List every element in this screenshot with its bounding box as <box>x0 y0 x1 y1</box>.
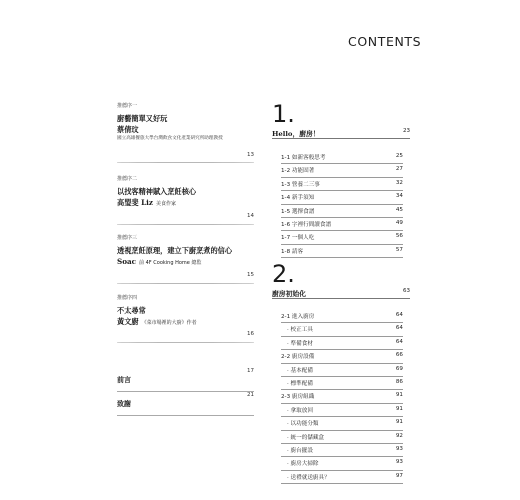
section-page: 56 <box>395 233 403 240</box>
section-label: ‧ 標準配備 <box>287 380 313 387</box>
toc-row[interactable] <box>281 404 403 417</box>
toc-row[interactable] <box>281 231 403 244</box>
toc-row[interactable] <box>281 191 403 204</box>
foreword-tag: 推薦序一 <box>117 103 138 109</box>
chapter-number: 1. <box>272 100 295 128</box>
section-label: 2-2 廚房設備 <box>281 354 315 361</box>
section-page: 32 <box>395 179 403 186</box>
entry-label: 致謝 <box>117 399 131 408</box>
divider <box>117 224 254 225</box>
foreword-page: 15 <box>247 272 254 278</box>
toc-row[interactable] <box>281 350 403 363</box>
acknowledgements-entry[interactable] <box>117 391 254 416</box>
foreword-page: 16 <box>247 331 254 337</box>
section-label: ‧ 廚房大掃除 <box>287 461 319 468</box>
foreword-title: 以找客精神賦入烹飪核心 <box>117 187 197 196</box>
section-page: 45 <box>395 206 403 213</box>
foreword-tag: 推薦序二 <box>117 176 138 182</box>
section-label: ‧ 校正工具 <box>287 327 313 334</box>
section-label: 1-2 功能固著 <box>281 168 315 175</box>
section-label: 1-7 一個人吃 <box>281 235 315 242</box>
foreword-3[interactable] <box>117 235 254 278</box>
section-label: 1-3 營養二三事 <box>281 181 320 188</box>
divider <box>117 342 254 343</box>
section-label: 2-1 進入廚房 <box>281 314 315 320</box>
foreword-author: 黃文廚 《菜市場裡的大廚》作者 <box>117 317 197 326</box>
toc-row[interactable] <box>281 417 403 430</box>
chapter-title: 廚房初始化 <box>272 290 306 298</box>
chapter-heading[interactable] <box>272 128 410 140</box>
section-page: 86 <box>395 378 403 385</box>
section-page: 91 <box>395 392 403 399</box>
preface-entry[interactable] <box>117 367 254 392</box>
toc-row[interactable] <box>281 431 403 444</box>
divider <box>272 138 410 139</box>
toc-row[interactable] <box>281 364 403 377</box>
toc-row[interactable] <box>281 323 403 336</box>
section-label: ‧ 送禮就送廚具？ <box>287 474 330 481</box>
section-page: 93 <box>395 459 403 466</box>
chapter-number: 2. <box>272 260 295 288</box>
toc-row[interactable] <box>281 205 403 218</box>
section-page: 49 <box>395 219 403 226</box>
toc-row[interactable] <box>281 164 403 177</box>
foreword-author: Soac 前 4F Cooking Home 總監 <box>117 257 202 266</box>
foreword-title: 透視烹飪原理，建立下廚烹煮的信心 <box>117 246 233 255</box>
section-page: 25 <box>395 153 403 159</box>
section-page: 64 <box>395 325 403 332</box>
foreword-title: 廚藝簡單又好玩 <box>117 114 168 123</box>
section-page: 91 <box>395 419 403 426</box>
toc-row[interactable] <box>281 457 403 470</box>
toc-row[interactable] <box>281 218 403 231</box>
foreword-page: 13 <box>247 152 254 158</box>
section-label: ‧ 拿取放回 <box>287 407 313 414</box>
divider <box>117 162 254 163</box>
chapter-heading[interactable] <box>272 288 410 300</box>
section-page: 91 <box>395 405 403 412</box>
foreword-author: 蔡倩玟 <box>117 125 139 134</box>
toc-row[interactable] <box>281 245 403 258</box>
entry-page: 17 <box>247 368 254 374</box>
section-label: ‧ 統一的儲藏盒 <box>287 434 325 441</box>
foreword-2[interactable] <box>117 176 254 219</box>
section-label: ‧ 廚台擺設 <box>287 447 313 454</box>
toc-row[interactable] <box>281 178 403 191</box>
section-page: 97 <box>395 472 403 479</box>
section-label: ‧ 準備食材 <box>287 340 313 347</box>
toc-row[interactable] <box>281 337 403 350</box>
section-label: ‧ 以功能分類 <box>287 421 319 428</box>
section-page: 69 <box>395 365 403 372</box>
foreword-desc: 國立高雄餐旅大學台灣飲食文化產業研究所助理教授 <box>117 136 223 141</box>
chapter-1-sections <box>281 151 403 258</box>
chapter-title: Hello，廚房！ <box>272 130 320 138</box>
divider <box>272 298 410 299</box>
foreword-1[interactable] <box>117 103 254 158</box>
section-label: 1-5 選擇食譜 <box>281 208 315 215</box>
section-label: 1-6 字裡行間讀食譜 <box>281 221 332 228</box>
section-page: 66 <box>395 352 403 359</box>
foreword-tag: 推薦序四 <box>117 295 138 301</box>
section-page: 92 <box>395 432 403 439</box>
section-page: 64 <box>395 312 403 318</box>
section-page: 27 <box>395 166 403 173</box>
toc-row[interactable] <box>281 390 403 403</box>
section-page: 93 <box>395 445 403 452</box>
toc-row[interactable] <box>281 151 403 164</box>
toc-row[interactable] <box>281 471 403 484</box>
foreword-title: 不太尋常 <box>117 306 146 315</box>
section-page: 64 <box>395 338 403 345</box>
entry-label: 前言 <box>117 375 131 384</box>
chapter-page: 23 <box>403 128 410 134</box>
toc-row[interactable] <box>281 444 403 457</box>
entry-page: 21 <box>247 392 254 398</box>
page-title: CONTENTS <box>348 34 422 49</box>
foreword-page: 14 <box>247 213 254 219</box>
toc-row[interactable] <box>281 310 403 323</box>
chapter-page: 63 <box>403 288 410 294</box>
section-label: 1-8 請客 <box>281 248 304 255</box>
section-page: 57 <box>395 246 403 253</box>
foreword-author: 高琞斐 Liz 美食作家 <box>117 198 176 207</box>
chapter-2-sections <box>281 310 403 484</box>
toc-row[interactable] <box>281 377 403 390</box>
divider <box>117 283 254 284</box>
section-label: ‧ 基本配備 <box>287 367 313 374</box>
section-label: 2-3 廚房組織 <box>281 394 315 401</box>
section-page: 34 <box>395 193 403 200</box>
section-label: 1-1 如新客般思考 <box>281 155 326 161</box>
foreword-4[interactable] <box>117 295 254 337</box>
divider <box>117 415 254 416</box>
foreword-tag: 推薦序三 <box>117 235 138 241</box>
section-label: 1-4 新手須知 <box>281 195 315 202</box>
